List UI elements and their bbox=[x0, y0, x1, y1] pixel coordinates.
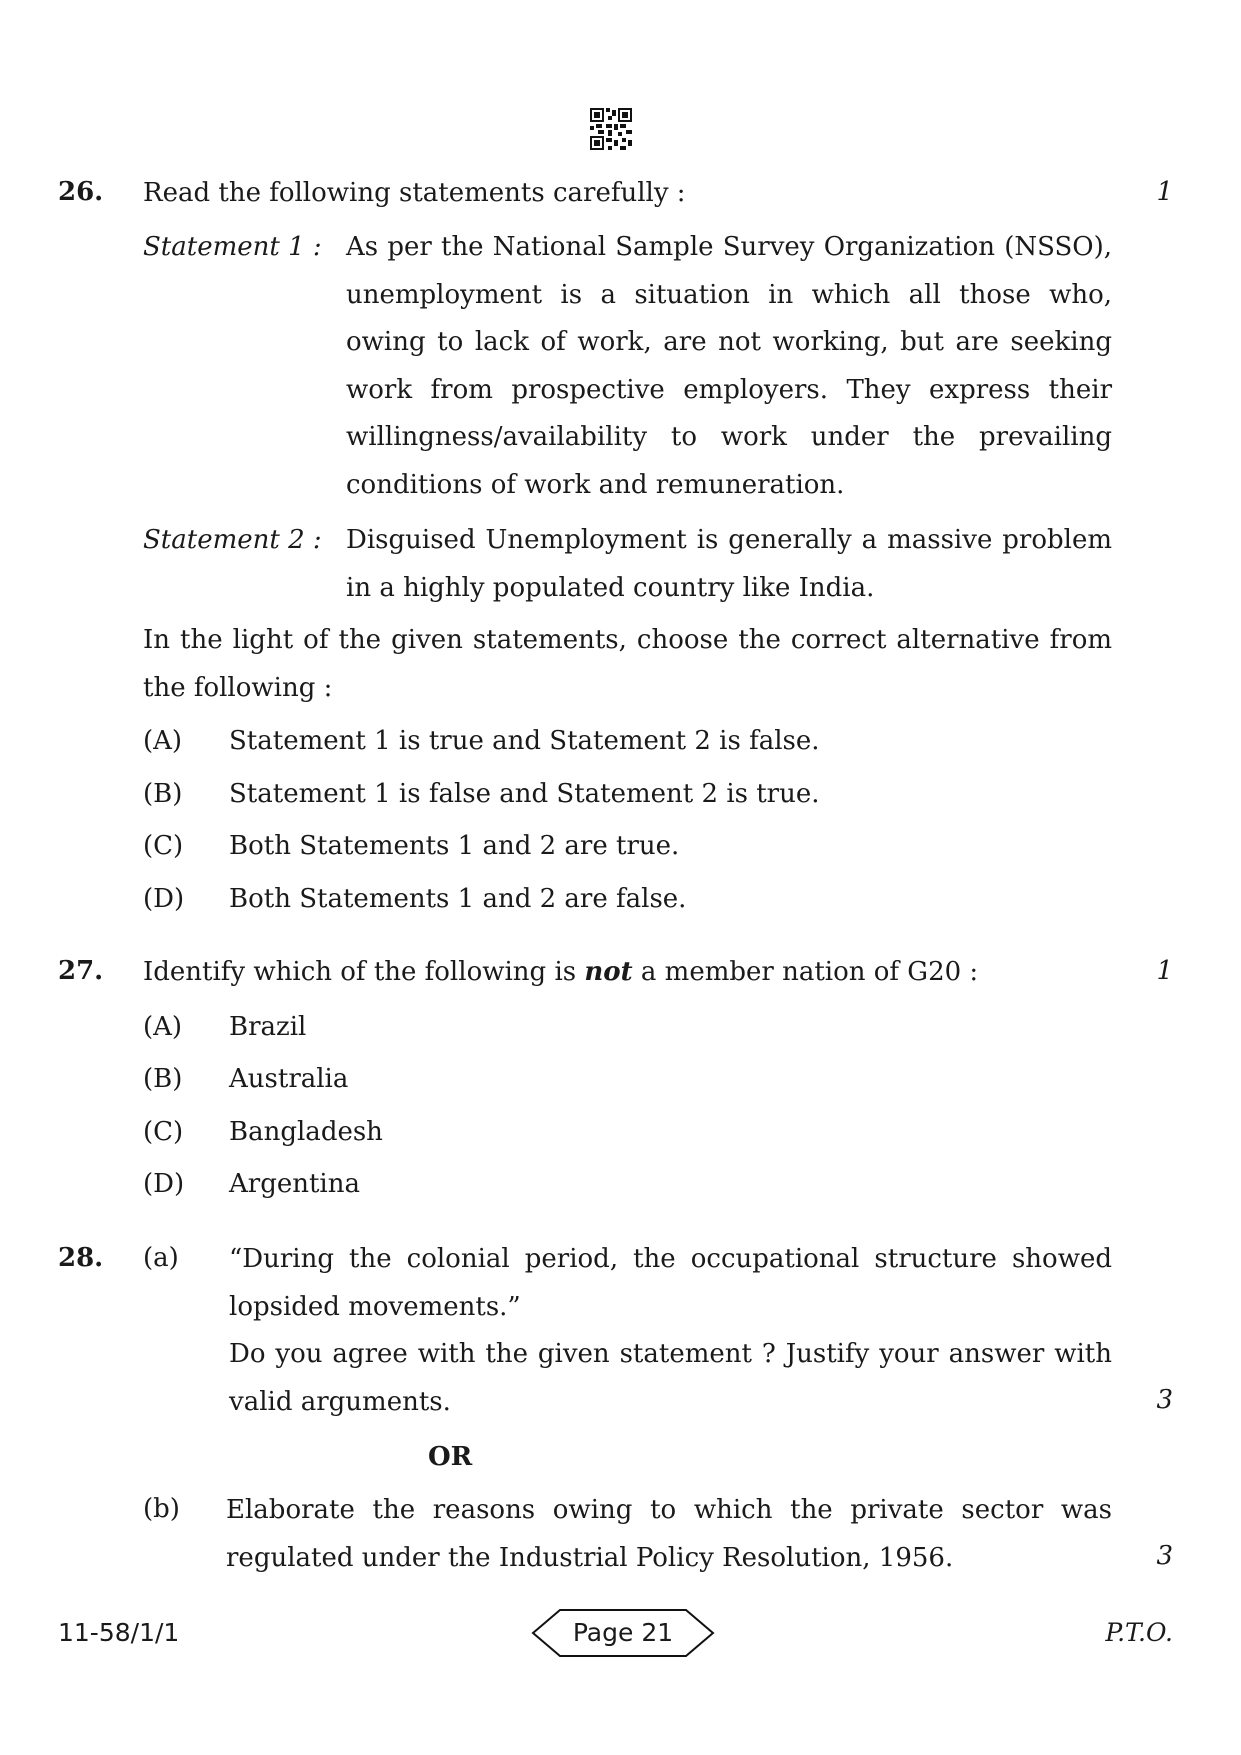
page-number: Page 21 bbox=[572, 1618, 674, 1647]
stem-text: Identify which of the following is bbox=[143, 957, 585, 987]
question-stem bbox=[143, 949, 978, 997]
stem-emphasis: not bbox=[584, 957, 633, 987]
subpart-letter: (b) bbox=[143, 1494, 180, 1524]
paper-code: 11-58/1/1 bbox=[58, 1618, 180, 1647]
option-text: Statement 1 is true and Statement 2 is false. bbox=[229, 726, 820, 756]
option-letter: (A) bbox=[143, 726, 183, 756]
option-text: Bangladesh bbox=[229, 1117, 383, 1147]
statement-line: conditions of work and remuneration. bbox=[346, 469, 845, 500]
subpart-letter: (a) bbox=[143, 1243, 179, 1273]
option-letter: (D) bbox=[143, 1169, 185, 1199]
stem-text: a member nation of G20 : bbox=[632, 957, 979, 987]
option-letter: (C) bbox=[143, 1117, 184, 1147]
instruction-line: In the light of the given statements, choose the correct alternative from bbox=[143, 625, 1112, 655]
subpart-b-text bbox=[226, 1487, 1112, 1582]
option-text: Australia bbox=[229, 1064, 349, 1094]
option-text: Statement 1 is false and Statement 2 is true. bbox=[229, 779, 820, 809]
subpart-line: Do you agree with the given statement ? Justify your answer with bbox=[229, 1339, 1112, 1369]
or-separator: OR bbox=[428, 1442, 473, 1472]
subpart-marks: 3 bbox=[1156, 1385, 1173, 1415]
statement-line: unemployment is a situation in which all those who, bbox=[346, 279, 1112, 310]
statement-1-label: Statement 1 : bbox=[143, 232, 322, 262]
subpart-line: lopsided movements.” bbox=[229, 1291, 521, 1322]
statement-1-text bbox=[346, 224, 1112, 509]
statement-line: work from prospective employers. They express their bbox=[346, 374, 1112, 405]
option-text: Both Statements 1 and 2 are false. bbox=[229, 884, 687, 914]
statement-line: willingness/availability to work under the prevailing bbox=[346, 422, 1112, 452]
subpart-line: “During the colonial period, the occupational structure showed bbox=[229, 1244, 1112, 1274]
statement-line: owing to lack of work, are not working, but are seeking bbox=[346, 327, 1112, 357]
option-text: Brazil bbox=[229, 1012, 307, 1042]
question-number: 26. bbox=[58, 177, 104, 207]
option-letter: (B) bbox=[143, 779, 183, 809]
question-number: 28. bbox=[58, 1243, 104, 1273]
statement-line: in a highly populated country like India. bbox=[346, 572, 875, 603]
subpart-line: valid arguments. bbox=[229, 1386, 451, 1417]
question-number: 27. bbox=[58, 956, 104, 986]
statement-2-text bbox=[346, 517, 1112, 612]
statement-line: Disguised Unemployment is generally a massive problem bbox=[346, 525, 1112, 555]
option-letter: (D) bbox=[143, 884, 185, 914]
subpart-line: regulated under the Industrial Policy Resolution, 1956. bbox=[226, 1542, 954, 1573]
subpart-marks: 3 bbox=[1156, 1541, 1173, 1571]
question-marks: 1 bbox=[1156, 956, 1173, 986]
option-text: Both Statements 1 and 2 are true. bbox=[229, 831, 680, 861]
option-letter: (C) bbox=[143, 831, 184, 861]
option-letter: (A) bbox=[143, 1012, 183, 1042]
question-marks: 1 bbox=[1156, 177, 1173, 207]
option-text: Argentina bbox=[229, 1169, 360, 1199]
subpart-a-text bbox=[229, 1236, 1112, 1426]
question-instruction bbox=[143, 617, 1112, 712]
statement-2-label: Statement 2 : bbox=[143, 525, 322, 555]
subpart-line: Elaborate the reasons owing to which the private sector was bbox=[226, 1495, 1112, 1525]
qr-code-icon bbox=[590, 108, 632, 150]
instruction-line: the following : bbox=[143, 672, 333, 703]
pto-label: P.T.O. bbox=[1105, 1618, 1173, 1647]
statement-line: As per the National Sample Survey Organization (NSSO), bbox=[346, 232, 1112, 262]
option-letter: (B) bbox=[143, 1064, 183, 1094]
question-stem: Read the following statements carefully : bbox=[143, 178, 686, 208]
